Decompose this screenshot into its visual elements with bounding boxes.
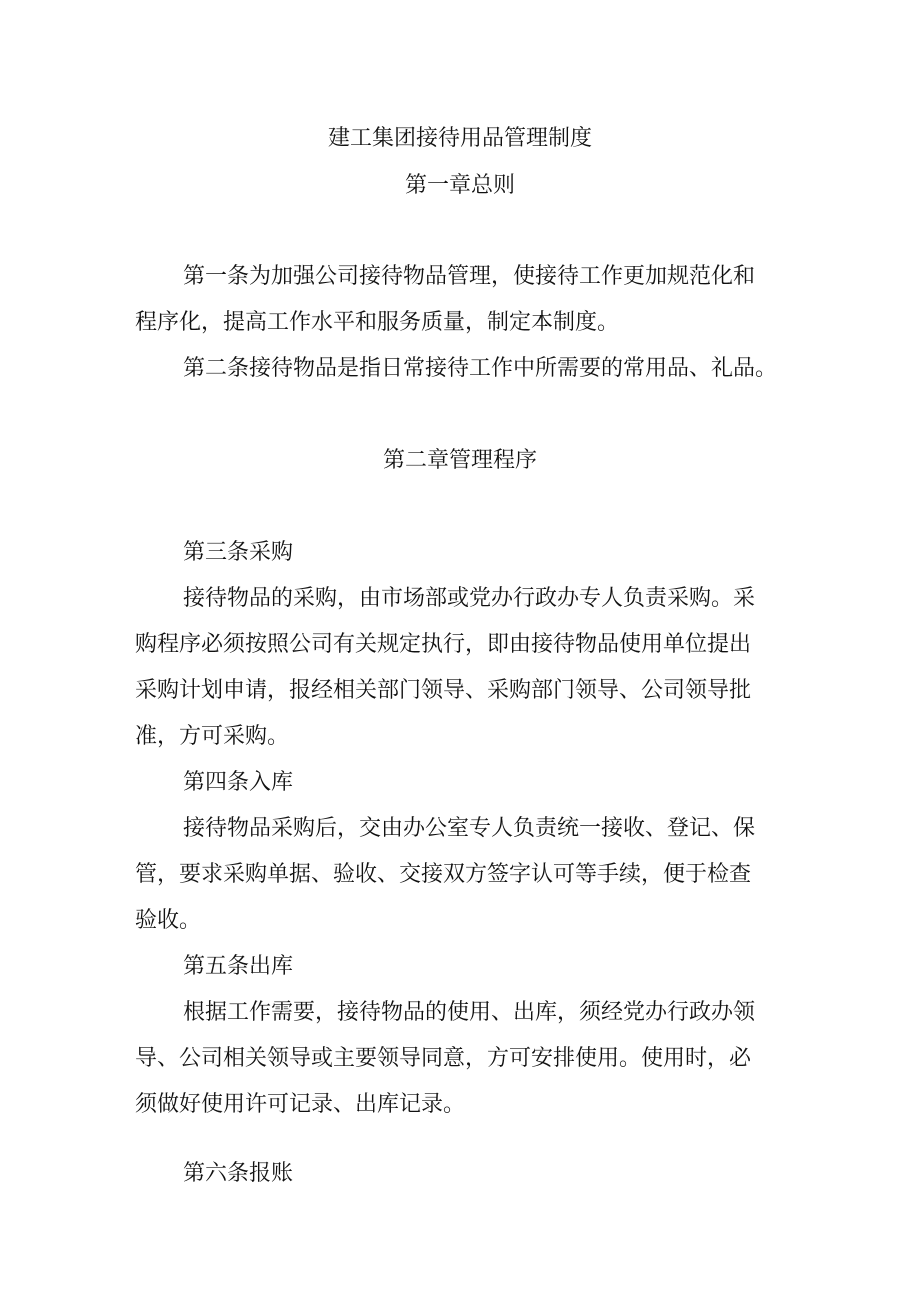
article-4-line-3: 验收。 [135,908,202,933]
article-1-line-1: 第一条为加强公司接待物品管理，使接待工作更加规范化和 [183,264,756,289]
article-2: 第二条接待物品是指日常接待工作中所需要的常用品、礼品。 [183,356,778,381]
article-5-line-1: 根据工作需要，接待物品的使用、出库，须经党办行政办领 [183,1000,756,1025]
article-4-line-2: 管，要求采购单据、验收、交接双方签字认可等手续，便于检查 [135,862,752,887]
article-3-line-2: 购程序必须按照公司有关规定执行，即由接待物品使用单位提出 [135,632,752,657]
chapter-2-heading: 第二章管理程序 [382,448,537,473]
article-3-line-4: 准，方可采购。 [135,724,290,749]
chapter-1-heading: 第一章总则 [404,173,515,198]
article-5-heading: 第五条出库 [183,954,294,979]
article-3-line-1: 接待物品的采购，由市场部或党办行政办专人负责采购。采 [183,586,756,611]
article-1-line-2: 程序化，提高工作水平和服务质量，制定本制度。 [135,310,620,335]
article-6-heading: 第六条报账 [183,1161,294,1186]
article-4-heading: 第四条入库 [183,770,294,795]
article-5-line-2: 导、公司相关领导或主要领导同意，方可安排使用。使用时，必 [135,1046,752,1071]
document-title: 建工集团接待用品管理制度 [327,126,592,151]
article-3-line-3: 采购计划申请，报经相关部门领导、采购部门领导、公司领导批 [135,678,752,703]
article-4-line-1: 接待物品采购后，交由办公室专人负责统一接收、登记、保 [183,816,756,841]
article-5-line-3: 须做好使用许可记录、出库记录。 [135,1092,466,1117]
article-3-heading: 第三条采购 [183,540,294,565]
